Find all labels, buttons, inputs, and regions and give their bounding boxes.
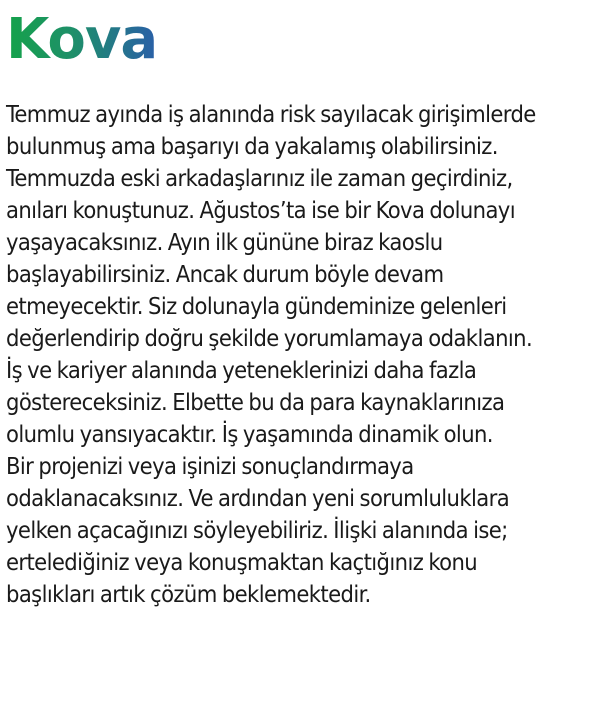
zodiac-title: Kova xyxy=(6,8,157,78)
body-line: Temmuzda eski arkadaşlarınız ile zaman geçirdiniz, xyxy=(6,164,513,192)
body-line: yelken açacağınızı söyleyebiliriz. İlişki alanında ise; xyxy=(6,516,508,544)
body-line: Temmuz ayında iş alanında risk sayılacak girişimlerde xyxy=(6,100,536,128)
body-line: değerlendirip doğru şekilde yorumlamaya odaklanın. xyxy=(6,324,533,352)
article-body xyxy=(6,98,604,610)
body-line: odaklanacaksınız. Ve ardından yeni sorumluluklara xyxy=(6,484,510,512)
body-line: etmeyecektir. Siz dolunayla gündeminize gelenleri xyxy=(6,292,507,320)
body-line: anıları konuştunuz. Ağustos’ta ise bir Kova dolunayı xyxy=(6,196,515,224)
body-line: Bir projenizi veya işinizi sonuçlandırmaya xyxy=(6,452,414,480)
body-line: göstereceksiniz. Elbette bu da para kaynaklarınıza xyxy=(6,388,505,416)
body-line: yaşayacaksınız. Ayın ilk gününe biraz kaoslu xyxy=(6,228,443,256)
body-line: olumlu yansıyacaktır. İş yaşamında dinamik olun. xyxy=(6,420,493,448)
body-line: ertelediğiniz veya konuşmaktan kaçtığınız konu xyxy=(6,548,478,576)
body-line: İş ve kariyer alanında yeteneklerinizi daha fazla xyxy=(6,356,477,384)
body-line: başlayabilirsiniz. Ancak durum böyle devam xyxy=(6,260,444,288)
body-line: başlıkları artık çözüm beklemektedir. xyxy=(6,580,371,608)
body-line: bulunmuş ama başarıyı da yakalamış olabilirsiniz. xyxy=(6,132,498,160)
